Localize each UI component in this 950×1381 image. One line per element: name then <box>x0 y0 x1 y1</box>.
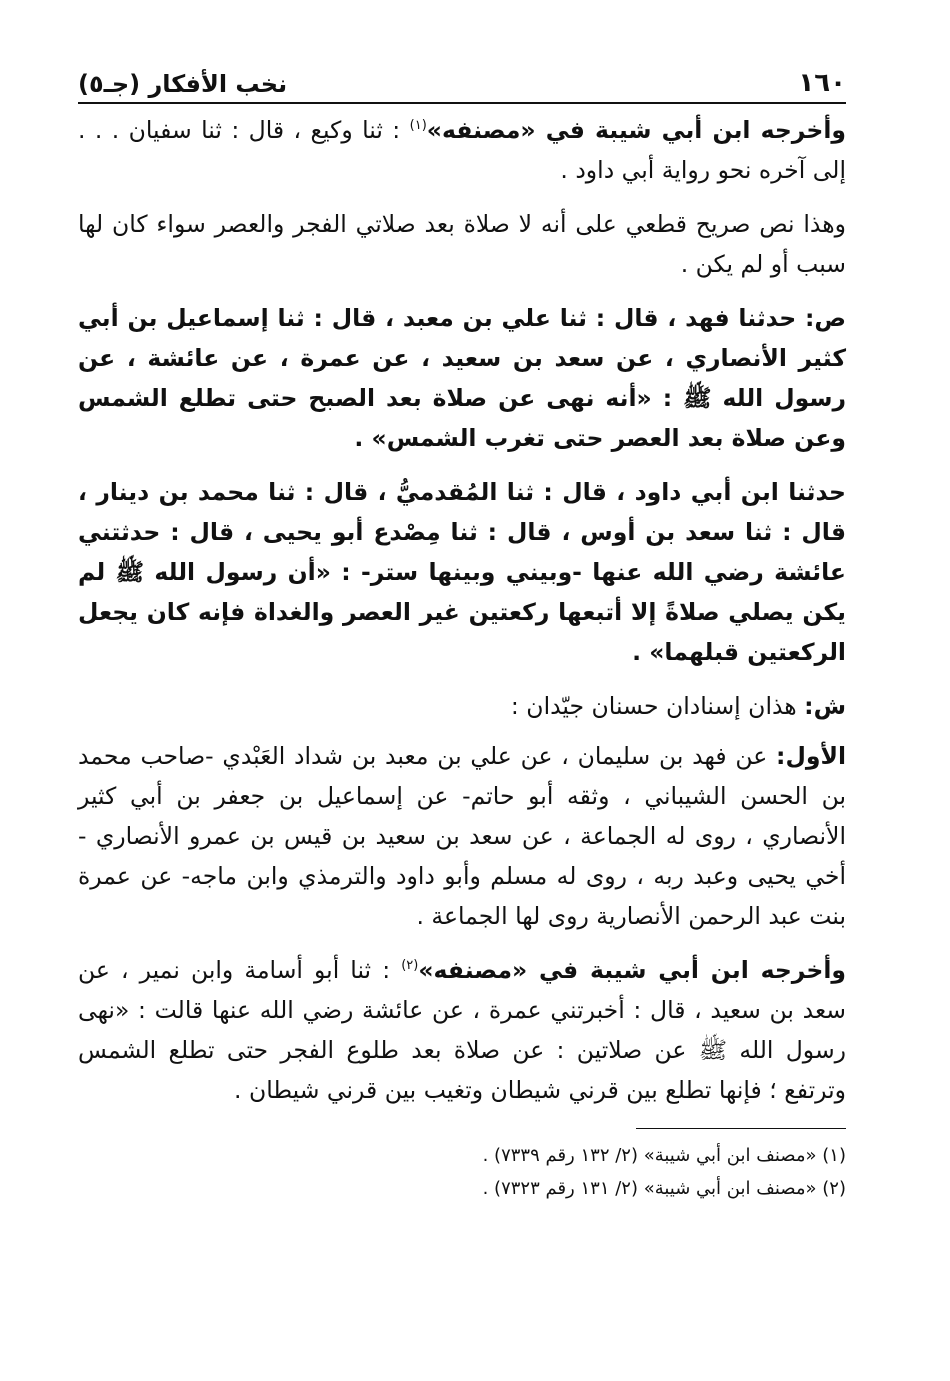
paragraph-7 <box>78 950 846 1110</box>
paragraph-4 <box>78 472 846 672</box>
paragraph-3-text: ص: حدثنا فهد ، قال : ثنا علي بن معبد ، قال : ثنا إسماعيل بن أبي كثير الأنصاري ، عن سعد بن سعيد ، عن عمرة ، عن عائشة ، عن رسول الله ﷺ : «أنه نهى عن صلاة بعد الصبح حتى تطلع الشمس وعن صلاة بعد العصر حتى تغرب الشمس» . <box>78 304 846 452</box>
paragraph-2-text: وهذا نص صريح قطعي على أنه لا صلاة بعد صلاتي الفجر والعصر سواء كان لها سبب أو لم يكن . <box>78 210 846 278</box>
page-number: ١٦٠ <box>798 68 846 98</box>
footnote-ref-2[interactable]: (٢) <box>401 958 419 974</box>
paragraph-5-lead: ش: <box>804 692 846 720</box>
paragraph-1-lead: وأخرجه ابن أبي شيبة في «مصنفه» <box>426 116 846 144</box>
header-divider <box>78 102 846 104</box>
paragraph-6-lead: الأول: <box>776 742 846 770</box>
paragraph-7-lead: وأخرجه ابن أبي شيبة في «مصنفه» <box>418 956 846 984</box>
book-title: نخب الأفكار (جـ٥) <box>78 70 288 98</box>
page-header <box>78 58 846 98</box>
paragraph-5 <box>78 686 846 726</box>
paragraph-1-text: : ثنا وكيع ، قال : ثنا سفيان . . . إلى آخره نحو رواية أبي داود . <box>78 116 846 184</box>
paragraph-7-text: : ثنا أبو أسامة وابن نمير ، عن سعد بن سعيد ، قال : أخبرتني عمرة ، عن عائشة رضي الله عنها قالت : «نهى رسول الله ﷺ عن صلاتين : عن صلاة بعد طلوع الفجر حتى تطلع الشمس وترتفع ؛ فإنها تطلع بين قرني شيطان وتغيب بين قرني شيطان . <box>78 956 846 1104</box>
paragraph-3 <box>78 298 846 458</box>
footnote-2: (٢) «مصنف ابن أبي شيبة» (٢/ ١٣١ رقم ٧٣٢٣) . <box>482 1178 846 1199</box>
paragraph-4-text: حدثنا ابن أبي داود ، قال : ثنا المُقدميُّ ، قال : ثنا محمد بن دينار ، قال : ثنا سعد بن أوس ، قال : ثنا مِصْدع أبو يحيى ، قال : حدثتني عائشة رضي الله عنها -وبيني وبينها ستر- : «أن رسول الله ﷺ لم يكن يصلي صلاةً إلا أتبعها ركعتين غير العصر والغداة فإنه كان يجعل الركعتين قبلهما» . <box>78 478 846 666</box>
footnote-divider <box>636 1128 846 1129</box>
paragraph-5-text: هذان إسنادان حسنان جيّدان : <box>510 692 805 720</box>
paragraph-6-text: عن فهد بن سليمان ، عن علي بن معبد بن شداد العَبْدي -صاحب محمد بن الحسن الشيباني ، وثقه أبو حاتم- عن إسماعيل بن جعفر بن أبي كثير الأنصاري ، روى له الجماعة ، عن سعد بن سعيد بن قيس بن عمرو الأنصاري - أخي يحيى وعبد ربه ، روى له مسلم وأبو داود والترمذي وابن ماجه- عن عمرة بنت عبد الرحمن الأنصارية روى لها الجماعة . <box>78 742 846 930</box>
footnote-ref-1[interactable]: (١) <box>409 118 427 134</box>
paragraph-1 <box>78 110 846 190</box>
paragraph-2 <box>78 204 846 284</box>
footnote-1: (١) «مصنف ابن أبي شيبة» (٢/ ١٣٢ رقم ٧٣٣٩) . <box>482 1145 846 1166</box>
paragraph-6 <box>78 736 846 936</box>
document-page <box>78 58 846 1205</box>
